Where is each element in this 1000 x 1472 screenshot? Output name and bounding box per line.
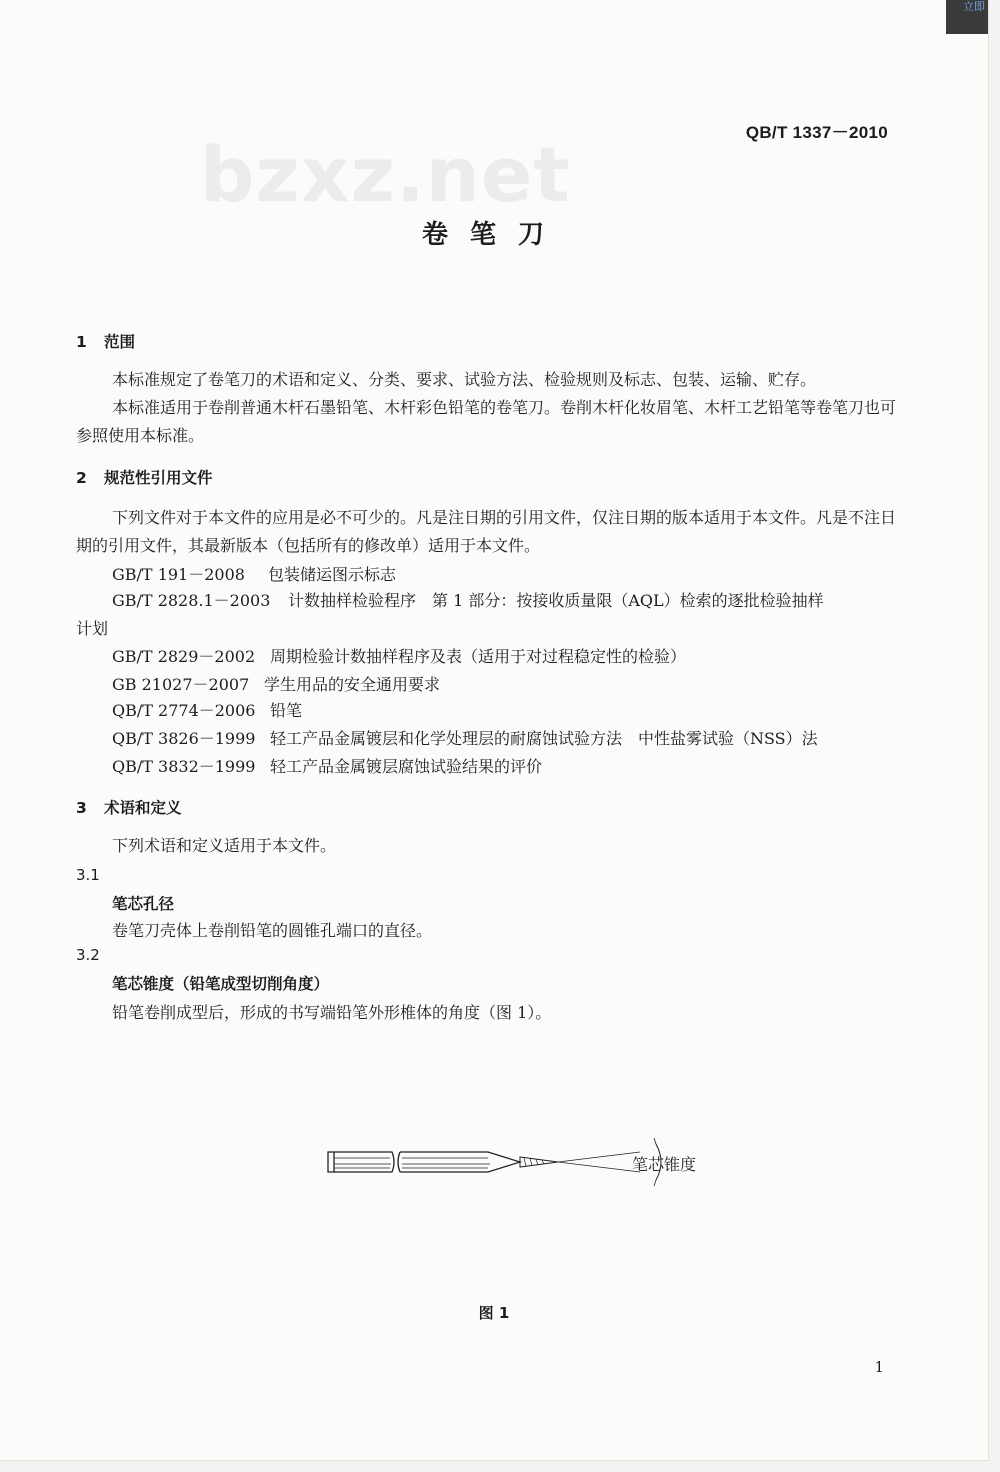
section-number: 1: [76, 333, 87, 351]
reference-title: 学生用品的安全通用要求: [264, 675, 441, 694]
paragraph: 下列文件对于本文件的应用是必不可少的。凡是注日期的引用文件，仅注日期的版本适用于本文件。凡是不注日期的引用文件，其最新版本（包括所有的修改单）适用于本文件。: [76, 508, 897, 555]
reference-code: QB/T 3832－1999: [112, 757, 256, 776]
reference-item: [112, 644, 686, 667]
section-title: 范围: [104, 333, 136, 351]
reference-title: 计数抽样检验程序 第 1 部分：按接收质量限（AQL）检索的逐批检验抽样: [288, 591, 824, 610]
paragraph: 下列术语和定义适用于本文件。: [112, 836, 337, 855]
reference-title: 周期检验计数抽样程序及表（适用于对过程稳定性的检验）: [270, 647, 687, 666]
term-number: 3.2: [76, 946, 100, 964]
section-1-heading: [76, 330, 135, 352]
term-number: 3.1: [76, 866, 100, 884]
reference-code: GB/T 2829－2002: [112, 647, 256, 666]
reference-title: 轻工产品金属镀层和化学处理层的耐腐蚀试验方法 中性盐雾试验（NSS）法: [270, 729, 818, 748]
reference-code: GB/T 191－2008: [112, 565, 245, 584]
reference-item: [112, 726, 818, 749]
reference-title: 轻工产品金属镀层腐蚀试验结果的评价: [270, 757, 543, 776]
figure-pencil-cone-angle: [320, 1130, 720, 1190]
reference-item: [112, 588, 824, 611]
reference-title: 铅笔: [270, 701, 303, 720]
term-definition: 卷笔刀壳体上卷削铅笔的圆锥孔端口的直径。: [112, 921, 433, 940]
reference-item: [112, 754, 542, 777]
section-number: 2: [76, 469, 87, 487]
reference-title: 计划: [76, 619, 109, 638]
figure-annotation: 笔芯锥度: [632, 1155, 697, 1174]
section-title: 术语和定义: [104, 799, 182, 817]
reference-continuation: [76, 616, 108, 639]
reference-title: 包装储运图示标志: [268, 565, 397, 584]
term-definition: 铅笔卷削成型后，形成的书写端铅笔外形椎体的角度（图 1）。: [112, 1003, 552, 1022]
section-2-heading: [76, 466, 213, 488]
reference-code: GB/T 2828.1－2003: [112, 591, 271, 610]
page-number: 1: [874, 1358, 884, 1376]
document-title: 卷笔刀: [421, 220, 566, 250]
reference-code: GB 21027－2007: [112, 675, 250, 694]
section-title: 规范性引用文件: [104, 469, 213, 487]
section-number: 3: [76, 799, 87, 817]
pencil-diagram: [320, 1130, 720, 1190]
reference-item: [112, 698, 302, 721]
reference-code: QB/T 3826－1999: [112, 729, 256, 748]
paragraph: 本标准规定了卷笔刀的术语和定义、分类、要求、试验方法、检验规则及标志、包装、运输、贮存。: [112, 370, 817, 389]
term-title: 笔芯孔径: [112, 895, 175, 913]
reference-code: QB/T 2774－2006: [112, 701, 256, 720]
section-3-heading: [76, 796, 182, 818]
reference-item: [112, 562, 396, 585]
corner-action-tab[interactable]: 立即: [946, 0, 988, 34]
term-title: 笔芯锥度（铅笔成型切削角度）: [112, 975, 330, 993]
watermark: bzxz.net: [200, 130, 571, 219]
paragraph: 本标准适用于卷削普通木杆石墨铅笔、木杆彩色铅笔的卷笔刀。卷削木杆化妆眉笔、木杆工艺铅笔等卷笔刀也可参照使用本标准。: [76, 398, 897, 445]
figure-caption: 图 1: [478, 1304, 510, 1322]
reference-item: [112, 672, 440, 695]
standard-number: QB/T 1337－2010: [745, 123, 888, 142]
